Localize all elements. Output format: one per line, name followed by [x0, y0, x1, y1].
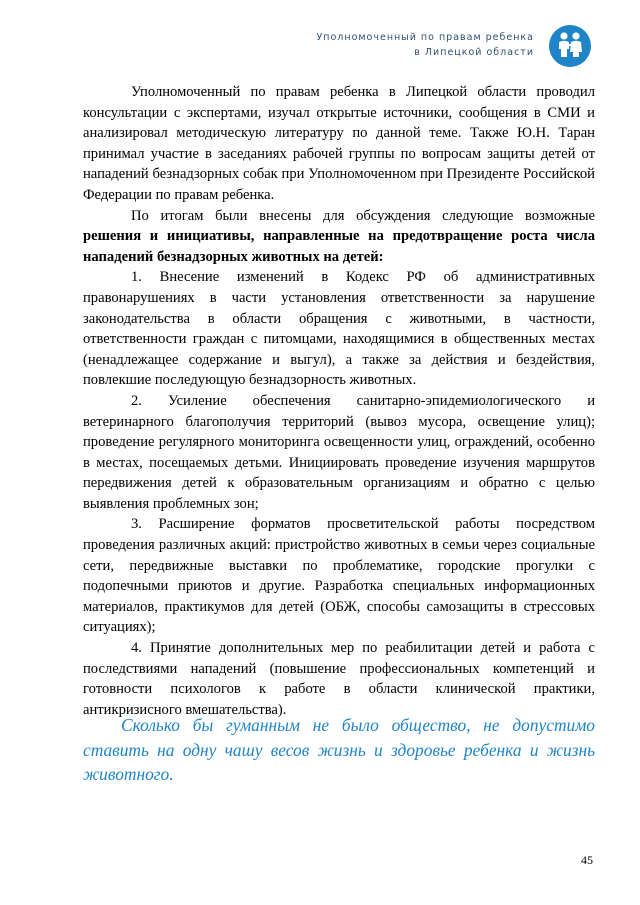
header-line-2: в Липецкой области — [414, 47, 534, 58]
paragraph-intro: Уполномоченный по правам ребенка в Липецкой области проводил консультации с экспертами, изучал открытые источники, сообщения в СМИ и анализировал методическую литературу по данной теме. Также Ю.Н. Таран принимал участие в заседаниях рабочей группы по вопросам защиты детей от нападений безнадзорных собак при Уполномоченном при Президенте Российской Федерации по правам ребенка. — [83, 84, 595, 203]
page-number: 45 — [581, 853, 593, 867]
list-item-3: 3. Расширение форматов просветительской работы посредством проведения различных акций: пристройство животных в семьи через социальные сети, передвижные выставки по проблематике, городские прогулки с подопечными приютов и другие. Разработка специальных информационных материалов, практикумов для детей (ОБЖ, способы самозащиты в стрессовых ситуациях); — [83, 516, 595, 636]
initiatives-bold-text: решения и инициативы, направленные на предотвращение роста числа нападений безнадзорных животных на детей: — [83, 228, 595, 265]
header-line-1: Уполномоченный по правам ребенка — [316, 32, 534, 43]
header-title — [316, 30, 534, 60]
page-header — [292, 28, 592, 68]
list-item-4: 4. Принятие дополнительных мер по реабилитации детей и работа с последствиями нападений (повышение профессиональных компетенций и готовности психологов к работе в области клинической практики, антикризисного вмешательства). — [83, 640, 595, 718]
highlighted-quote: Сколько бы гуманным не было общество, не допустимо ставить на одну чашу весов жизнь и здоровье ребенка и жизнь животного. — [83, 715, 595, 784]
initiatives-intro-text: По итогам были внесены для обсуждения следующие возможные — [131, 207, 595, 224]
paragraph-initiatives — [83, 206, 595, 268]
document-body — [83, 82, 595, 720]
list-item-2: 2. Усиление обеспечения санитарно-эпидемиологического и ветеринарного благополучия территорий (вывоз мусора, освещение улиц); проведение регулярного мониторинга освещенности улиц, ограждений, особенно в местах, посещаемых детьми. Инициировать проведение изучения маршрутов передвижения детей к образовательным организациям и обратно с целью выявления проблемных зон; — [83, 392, 595, 512]
list-item-1: 1. Внесение изменений в Кодекс РФ об административных правонарушениях в части установления ответственности за нарушение законодательства в области обращения с животными, в частности, ответственности граждан с питомцами, находящимися в общественных местах (ненадлежащее содержание и выгул), а также за действия и бездействия, повлекшие последующую безнадзорность животных. — [83, 269, 595, 389]
children-silhouette-logo-icon — [548, 24, 592, 68]
